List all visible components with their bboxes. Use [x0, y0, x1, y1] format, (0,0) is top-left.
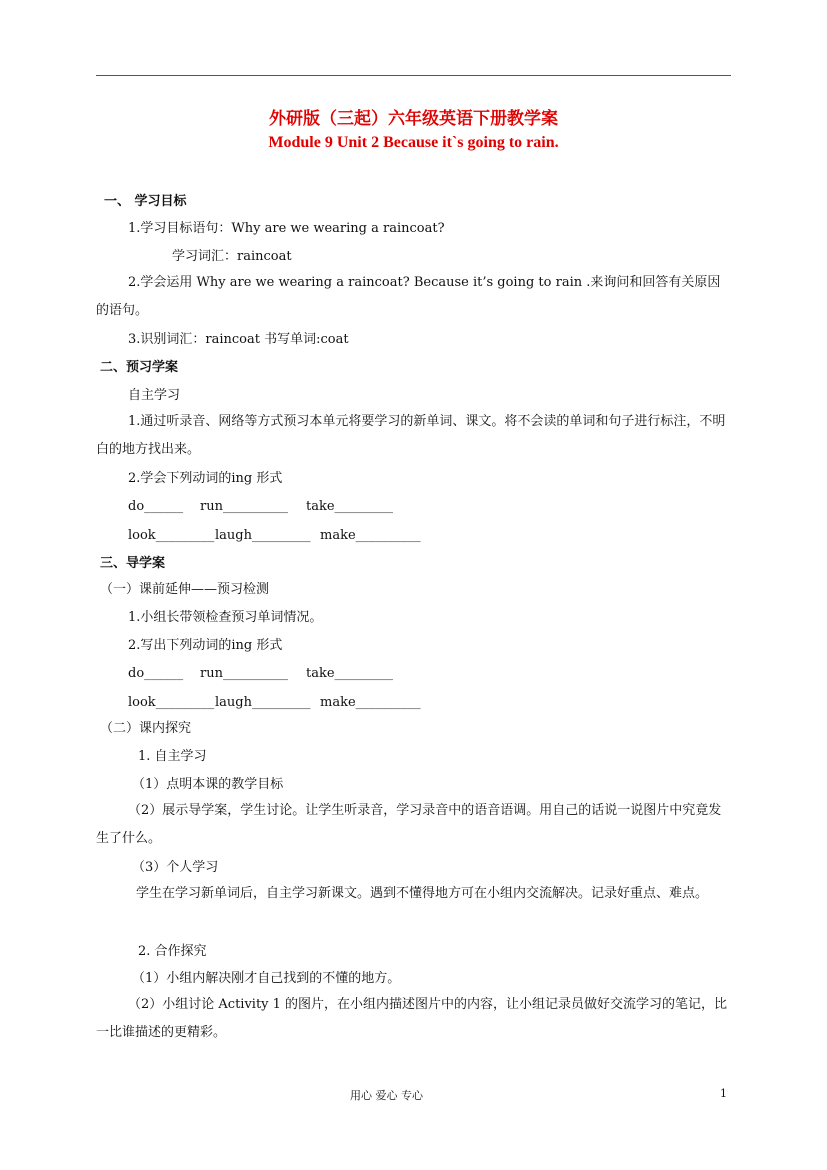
blank-field: make__________: [320, 528, 421, 543]
blank-field: take_________: [306, 666, 394, 681]
blank-field: laugh_________: [215, 528, 311, 543]
subsection-heading: （二）课内探究: [100, 721, 192, 736]
paragraph: 2.学会运用 Why are we wearing a raincoat? Because it’s going to rain .来询问和回答有关原因的语句。: [96, 275, 721, 318]
paragraph: 2.写出下列动词的ing 形式: [128, 638, 283, 653]
paragraph: 1. 自主学习: [138, 749, 207, 764]
section-heading: 一、 学习目标: [104, 194, 187, 209]
blank-field: look_________: [128, 695, 215, 710]
blank-field: make__________: [320, 695, 421, 710]
paragraph: （3）个人学习: [132, 860, 219, 875]
blank-field: do______: [128, 499, 184, 514]
paragraph: 1.学习目标语句：Why are we wearing a raincoat?: [128, 221, 445, 236]
section-heading: 二、预习学案: [100, 360, 179, 375]
paragraph: （1）小组内解决刚才自己找到的不懂的地方。: [132, 971, 401, 986]
subsection-heading: （一）课前延伸——预习检测: [100, 582, 270, 597]
page-number: 1: [720, 1087, 727, 1100]
blank-field: run__________: [200, 666, 288, 681]
paragraph: 学生在学习新单词后，自主学习新课文。遇到不懂得地方可在小组内交流解决。记录好重点、难点。: [136, 886, 709, 901]
blank-field: laugh_________: [215, 695, 311, 710]
header-rule: [96, 75, 731, 76]
paragraph: 2. 合作探究: [138, 944, 207, 959]
paragraph: （2）小组讨论 Activity 1 的图片，在小组内描述图片中的内容，让小组记录员做好交流学习的笔记，比一比谁描述的更精彩。: [96, 997, 728, 1040]
document-title: 外研版（三起）六年级英语下册教学案: [269, 109, 558, 129]
paragraph: 1.小组长带领检查预习单词情况。: [128, 610, 323, 625]
blank-field: take_________: [306, 499, 394, 514]
paragraph: （2）展示导学案，学生讨论。让学生听录音，学习录音中的语音语调。用自己的话说一说图片中究竟发生了什么。: [96, 803, 722, 846]
section-heading: 三、导学案: [100, 556, 166, 571]
blank-field: run__________: [200, 499, 288, 514]
document-subtitle: Module 9 Unit 2 Because it`s going to rain.: [268, 134, 559, 151]
paragraph: 3.识别词汇：raincoat 书写单词:coat: [128, 332, 349, 347]
footer-motto: 用心 爱心 专心: [350, 1089, 423, 1102]
paragraph: （1）点明本课的教学目标: [132, 777, 284, 792]
blank-field: look_________: [128, 528, 215, 543]
blank-field: do______: [128, 666, 184, 681]
paragraph: 学习词汇：raincoat: [172, 249, 292, 264]
paragraph: 1.通过听录音、网络等方式预习本单元将要学习的新单词、课文。将不会读的单词和句子进行标注，不明白的地方找出来。: [96, 414, 726, 457]
paragraph: 2.学会下列动词的ing 形式: [128, 471, 283, 486]
paragraph: 自主学习: [128, 388, 181, 403]
